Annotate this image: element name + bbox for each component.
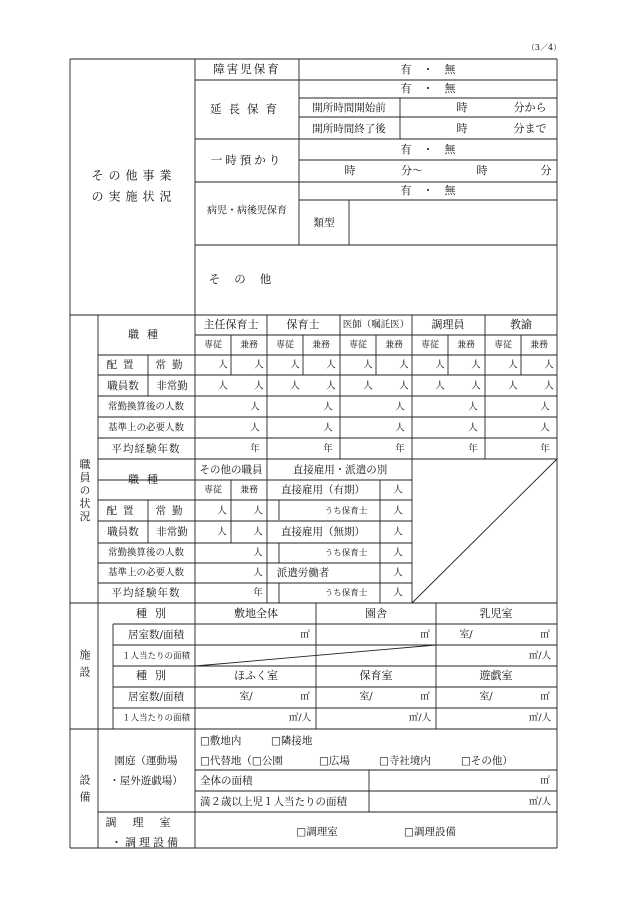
form-label: 常勤換算後の人数 bbox=[107, 401, 185, 413]
form-label: ㎡ bbox=[420, 629, 430, 641]
form-label: 有 ・ 無 bbox=[400, 63, 456, 76]
form-label: 人 bbox=[471, 380, 481, 392]
form-label: 兼務 bbox=[384, 340, 404, 351]
diagonal-slash bbox=[195, 645, 436, 666]
form-label: 人 bbox=[395, 401, 405, 413]
form-label: 分 bbox=[540, 164, 552, 177]
form-label: 人 bbox=[544, 380, 554, 392]
form-label: １人当たりの面積 bbox=[121, 713, 191, 724]
form-label: 人 bbox=[544, 359, 554, 371]
form-label: 人 bbox=[323, 401, 333, 413]
form-label: 直接雇用・派遣の別 bbox=[292, 464, 388, 476]
form-label: 人 bbox=[323, 422, 333, 434]
form-label: 常勤 bbox=[155, 359, 189, 371]
form-label: 基準上の必要人数 bbox=[107, 567, 185, 579]
form-label: 兼務 bbox=[239, 340, 259, 351]
form-label: 派遣労働者 bbox=[276, 567, 330, 579]
form-label: 人 bbox=[399, 380, 409, 392]
facility-column-header: 保育室 bbox=[359, 669, 393, 682]
form-label: 専従 bbox=[275, 340, 295, 351]
form-label: 専従 bbox=[203, 485, 223, 496]
form-label: 年 bbox=[253, 587, 263, 599]
form-label: 職種 bbox=[128, 328, 166, 341]
form-label: 時 bbox=[456, 101, 468, 114]
form-label: 年 bbox=[323, 443, 333, 455]
form-label: 有 ・ 無 bbox=[400, 82, 456, 95]
form-label: 人 bbox=[468, 401, 478, 413]
form-label: 平均経験年数 bbox=[111, 443, 181, 455]
form-label: １人当たりの面積 bbox=[121, 651, 191, 662]
form-label: 分〜 bbox=[401, 164, 423, 177]
form-label: 延長保育 bbox=[210, 102, 284, 116]
facility-column-header: ほふく室 bbox=[234, 669, 278, 682]
form-label: 有 ・ 無 bbox=[400, 184, 456, 197]
section-heading-vertical: 設備 bbox=[78, 774, 91, 808]
form-label: 非常勤 bbox=[156, 380, 188, 392]
form-label: 分まで bbox=[513, 122, 547, 135]
form-label: 平均経験年数 bbox=[111, 587, 181, 599]
checkbox-option: □隣接地 bbox=[271, 735, 313, 747]
form-label: 人 bbox=[471, 359, 481, 371]
form-label: 人 bbox=[435, 380, 445, 392]
section-heading-vertical: 職員の状況 bbox=[78, 458, 91, 524]
section-heading-vertical: 施設 bbox=[78, 649, 91, 683]
form-label: 時 bbox=[456, 122, 468, 135]
form-label: 職員数 bbox=[107, 380, 139, 392]
page-number: （3／4） bbox=[526, 43, 562, 52]
form-label: 満２歳以上児１人当たりの面積 bbox=[200, 796, 347, 808]
form-label: 人 bbox=[363, 380, 373, 392]
form-label: 人 bbox=[393, 587, 403, 599]
form-label: 室/ bbox=[459, 629, 473, 641]
form-label: 基準上の必要人数 bbox=[107, 422, 185, 434]
form-label: 時 bbox=[344, 164, 356, 177]
form-label: 人 bbox=[435, 359, 445, 371]
form-label: ㎡ bbox=[540, 775, 550, 787]
form-label: ㎡ bbox=[540, 629, 550, 641]
form-label: ㎡/人 bbox=[528, 796, 552, 808]
form-label: 調理室 bbox=[105, 816, 187, 829]
form-label: 人 bbox=[253, 567, 263, 579]
checkbox-option: □調理室 bbox=[296, 826, 338, 838]
form-label: うち保育士 bbox=[324, 506, 368, 517]
form-label: 人 bbox=[468, 422, 478, 434]
form-label: 人 bbox=[393, 547, 403, 559]
form-label: 人 bbox=[254, 359, 264, 371]
form-label: 人 bbox=[395, 422, 405, 434]
form-label: 人 bbox=[393, 567, 403, 579]
form-label: 人 bbox=[399, 359, 409, 371]
form-label: 配置 bbox=[106, 505, 140, 517]
form-label: 人 bbox=[254, 380, 264, 392]
form-label: 年 bbox=[395, 443, 405, 455]
checkbox-option: □代替地（□公園 bbox=[200, 755, 283, 767]
form-label: 人 bbox=[253, 547, 263, 559]
form-label: 一時預かり bbox=[210, 153, 284, 167]
form-label: 園庭（運動場 bbox=[114, 755, 178, 767]
form-label: 非常勤 bbox=[156, 526, 188, 538]
form-label: 専従 bbox=[420, 340, 440, 351]
form-label: 人 bbox=[290, 359, 300, 371]
form-label: ・調理設備 bbox=[111, 836, 181, 849]
section-heading: その他事業 bbox=[91, 168, 177, 183]
facility-column-header: 遊戯室 bbox=[479, 669, 513, 682]
form-label: 兼務 bbox=[529, 340, 549, 351]
form-label: ㎡ bbox=[540, 691, 550, 703]
form-label: 類型 bbox=[313, 217, 335, 229]
form-label: 時 bbox=[476, 164, 488, 177]
form-label: 分から bbox=[513, 101, 547, 114]
form-label: 専従 bbox=[348, 340, 368, 351]
form-label: 年 bbox=[250, 443, 260, 455]
form-label: 室/ bbox=[359, 691, 373, 703]
form-label: 人 bbox=[393, 505, 403, 517]
form-label: 居室数/面積 bbox=[127, 691, 185, 703]
section-heading: の実施状況 bbox=[91, 189, 177, 204]
form-label: 室/ bbox=[479, 691, 493, 703]
form-label: 専従 bbox=[493, 340, 513, 351]
form-label: 人 bbox=[540, 401, 550, 413]
form-label: 人 bbox=[326, 359, 336, 371]
form-label: 兼務 bbox=[311, 340, 331, 351]
form-label: うち保育士 bbox=[324, 588, 368, 599]
form-label: 常勤 bbox=[155, 505, 189, 517]
form-label: ㎡ bbox=[300, 629, 310, 641]
form-label: 開所時間開始前 bbox=[312, 102, 386, 114]
form-label: ㎡ bbox=[420, 691, 430, 703]
form-label: その他 bbox=[208, 272, 286, 286]
staff-column-header: 調理員 bbox=[431, 318, 465, 331]
staff-column-header: 保育士 bbox=[286, 318, 320, 331]
form-label: 人 bbox=[218, 380, 228, 392]
form-label: 兼務 bbox=[239, 485, 259, 496]
form-label: うち保育士 bbox=[324, 548, 368, 559]
form-label: 人 bbox=[393, 526, 403, 538]
form-label: その他の職員 bbox=[199, 464, 263, 476]
staff-column-header: 医師（嘱託医） bbox=[342, 319, 410, 331]
form-label: 年 bbox=[540, 443, 550, 455]
facility-column-header: 乳児室 bbox=[479, 607, 513, 620]
form-label: 専従 bbox=[203, 340, 223, 351]
form-label: 人 bbox=[290, 380, 300, 392]
form-label: 有 ・ 無 bbox=[400, 143, 456, 156]
checkbox-option: □敷地内 bbox=[200, 735, 242, 747]
checkbox-option: □寺社境内 bbox=[379, 755, 431, 767]
form-label: 開所時間終了後 bbox=[312, 123, 386, 135]
form-label: ・屋外遊戯場） bbox=[109, 775, 183, 787]
form-label: 種別 bbox=[136, 607, 174, 620]
form-label: 人 bbox=[393, 484, 403, 496]
form-label: 職種 bbox=[128, 473, 166, 486]
form-label: 職員数 bbox=[107, 526, 139, 538]
form-label: 人 bbox=[508, 359, 518, 371]
form-label: ㎡/人 bbox=[528, 712, 552, 724]
form-label: 人 bbox=[540, 422, 550, 434]
form-label: ㎡ bbox=[300, 691, 310, 703]
form-label: 人 bbox=[253, 505, 263, 517]
form-label: 配置 bbox=[106, 359, 140, 371]
checkbox-option: □その他） bbox=[461, 755, 513, 767]
form-label: 人 bbox=[250, 401, 260, 413]
form-label: ㎡/人 bbox=[528, 650, 552, 662]
form-label: 全体の面積 bbox=[200, 775, 253, 787]
checkbox-option: □調理設備 bbox=[404, 826, 456, 838]
form-label: 病児・病後児保育 bbox=[207, 205, 287, 217]
form-label: 人 bbox=[326, 380, 336, 392]
form-label: 居室数/面積 bbox=[127, 629, 185, 641]
facility-column-header: 敷地全体 bbox=[234, 607, 278, 620]
form-label: 室/ bbox=[239, 691, 253, 703]
form-label: 年 bbox=[468, 443, 478, 455]
form-label: 人 bbox=[217, 526, 227, 538]
form-label: 人 bbox=[363, 359, 373, 371]
form-label: ㎡/人 bbox=[408, 712, 432, 724]
form-label: 人 bbox=[217, 505, 227, 517]
checkbox-option: □広場 bbox=[319, 755, 350, 767]
form-label: ㎡/人 bbox=[288, 712, 312, 724]
form-label: 人 bbox=[508, 380, 518, 392]
form-label: 人 bbox=[253, 526, 263, 538]
form-label: 直接雇用（無期） bbox=[281, 526, 365, 538]
staff-column-header: 教諭 bbox=[510, 318, 532, 331]
staff-column-header: 主任保育士 bbox=[203, 318, 259, 331]
form-label: 兼務 bbox=[456, 340, 476, 351]
form-label: 直接雇用（有期） bbox=[281, 484, 365, 496]
diagonal-slash bbox=[412, 459, 557, 603]
form-label: 種別 bbox=[136, 669, 174, 682]
form-label: 人 bbox=[250, 422, 260, 434]
form-label: 常勤換算後の人数 bbox=[107, 547, 185, 559]
form-label: 障害児保育 bbox=[213, 62, 281, 76]
facility-column-header: 園舎 bbox=[365, 607, 387, 620]
form-label: 人 bbox=[218, 359, 228, 371]
